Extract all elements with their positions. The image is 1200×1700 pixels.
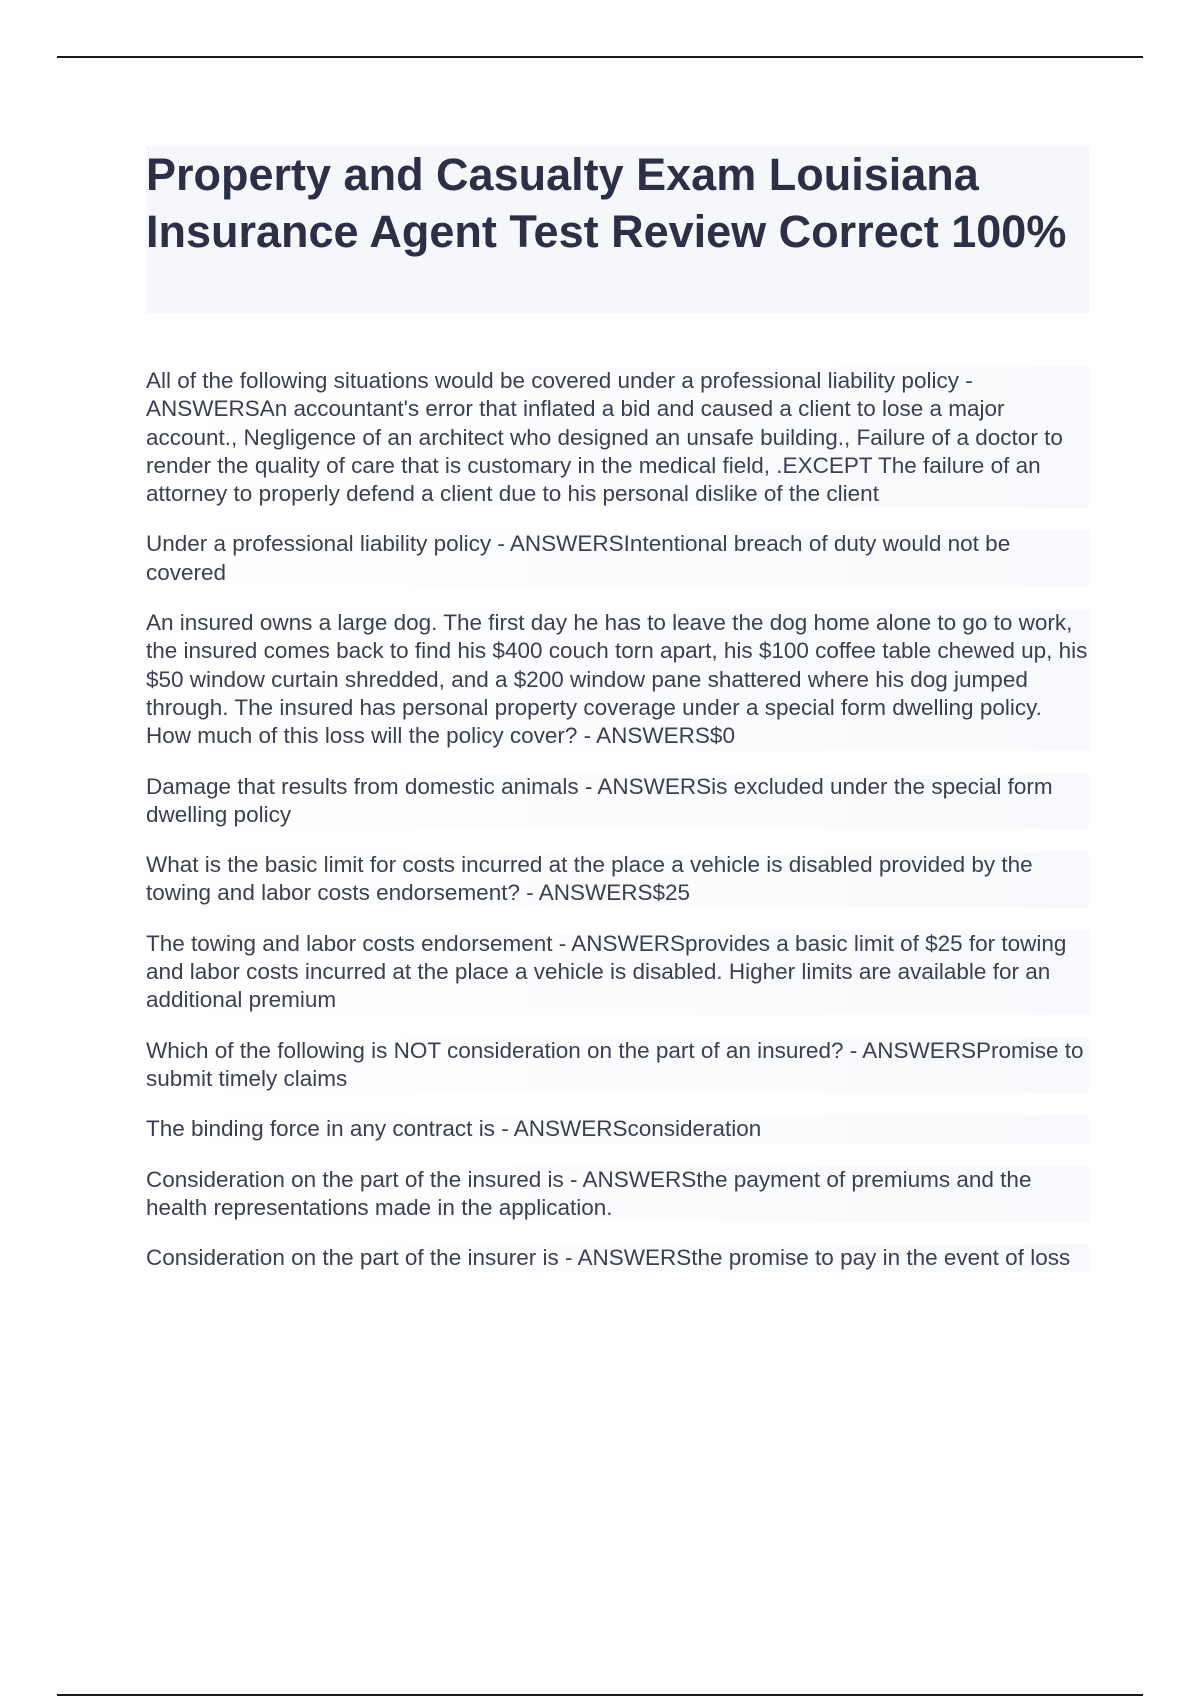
qa-item: Under a professional liability policy - ANSWERSIntentional breach of duty would not be covered [146,530,1089,587]
bottom-rule [57,1694,1143,1696]
qa-item: Consideration on the part of the insurer is - ANSWERSthe promise to pay in the event of loss [146,1244,1089,1272]
qa-item: Damage that results from domestic animals - ANSWERSis excluded under the special form dwelling policy [146,773,1089,830]
top-rule [57,56,1143,58]
qa-item: An insured owns a large dog. The first day he has to leave the dog home alone to go to work, the insured comes back to find his $400 couch torn apart, his $100 coffee table chewed up, his $50 window curtain shredded, and a $200 window pane shattered where his dog jumped through. The insured has personal property coverage under a special form dwelling policy. How much of this loss will the policy cover? - ANSWERS$0 [146,609,1089,750]
qa-item: What is the basic limit for costs incurred at the place a vehicle is disabled provided by the towing and labor costs endorsement? - ANSWERS$25 [146,851,1089,908]
title-block [146,146,1089,313]
qa-item: Which of the following is NOT consideration on the part of an insured? - ANSWERSPromise to submit timely claims [146,1037,1089,1094]
qa-item: Consideration on the part of the insured is - ANSWERSthe payment of premiums and the health representations made in the application. [146,1166,1089,1223]
qa-item: The towing and labor costs endorsement - ANSWERSprovides a basic limit of $25 for towing and labor costs incurred at the place a vehicle is disabled. Higher limits are available for an additional premium [146,930,1089,1015]
document-title: Property and Casualty Exam Louisiana Insurance Agent Test Review Correct 100% [146,149,1067,257]
qa-item: All of the following situations would be covered under a professional liability policy - ANSWERSAn accountant's error that inflated a bid and caused a client to lose a major account., Negligence of an architect who designed an unsafe building., Failure of a doctor to render the quality of care that is customary in the medical field, .EXCEPT The failure of an attorney to properly defend a client due to his personal dislike of the client [146,367,1089,508]
qa-item: The binding force in any contract is - ANSWERSconsideration [146,1115,1089,1143]
qa-list [146,367,1089,1294]
